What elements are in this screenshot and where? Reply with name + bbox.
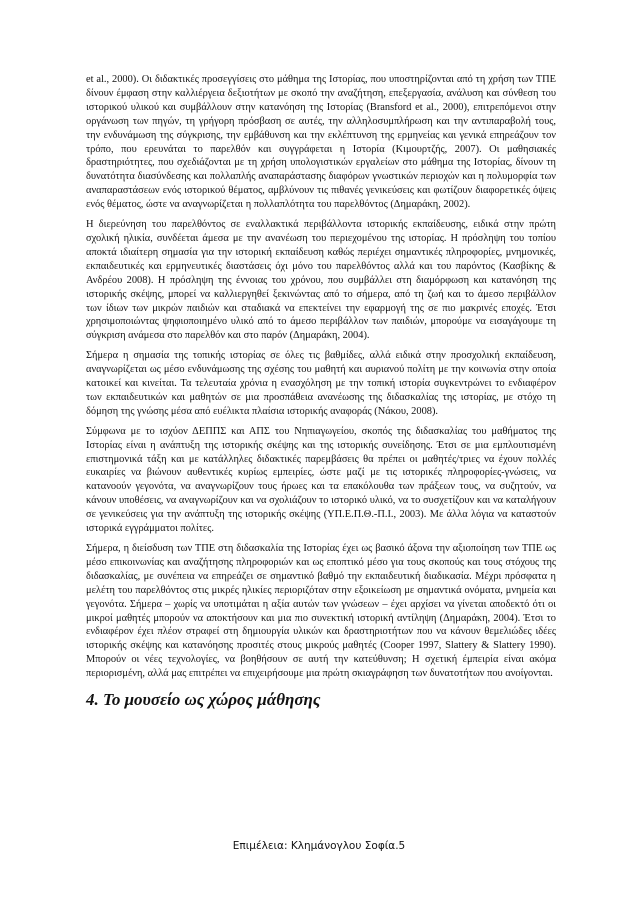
- document-body: [86, 73, 556, 711]
- page-footer: Επιμέλεια: Κλημάνογλου Σοφία.5: [232, 840, 406, 852]
- body-paragraph-5: Σήμερα, η διείσδυση των ΤΠΕ στη διδασκαλία της Ιστορίας έχει ως βασικό άξονα την αξιοποίηση των ΤΠΕ ως μέσο επικοινωνίας και αναζήτησης πληροφοριών και ως εποπτικό μέσο για τους σκοπούς και τους στόχους της διδασκαλίας, με συνέπεια να επηρεάζει σε σημαντικό βαθμό την εκπαιδευτική διαδικασία. Μέχρι πρόσφατα η μελέτη του παρελθόντος στις μικρές ηλικίες περιοριζόταν στην εξοικείωση με σημαντικά ονόματα, μνημεία και γεγονότα. Σήμερα – χωρίς να υποτιμάται η αξία αυτών των γνώσεων – έχει αρχίσει να γίνεται αποδεκτό ότι οι μικροί μαθητές μπορούν να αποκτήσουν και μια πιο συνεκτική ιστορική αντίληψη (Δημαράκη, 2004). Έτσι το ενδιαφέρον έχει πλέον στραφεί στη δημιουργία υλικών και δραστηριοτήτων που να κάνουν θεμελιώδες ιδέες ιστορικής σκέψης και κατανόησης προσιτές στους μικρούς μαθητές (Cooper 1997, Slattery & Slattery 1990). Μπορούν οι νέες τεχνολογίες, να βοηθήσουν σε αυτή την κατεύθυνση; Η σχετική έμπειρία είναι ακόμα περιορισμένη, αλλά μας επιτρέπει να επιχειρήσουμε μια πρώτη σκιαγράφηση των δυνατοτήτων που ανοίγονται.: [86, 543, 556, 680]
- body-paragraph-2: Η διερεύνηση του παρελθόντος σε εναλλακτικά περιβάλλοντα ιστορικής εκπαίδευσης, ειδικά στην πρώτη σχολική ηλικία, συνδέεται άμεσα με την ανανέωση του περιεχομένου της ιστορίας. Η πρόσληψη του τοπίου αποκτά ιδιαίτερη σημασία για την ιστορική εκπαίδευση καθώς περιέχει σημαντικές πληροφορίες, μνημονικές, εκπαιδευτικές και ερμηνευτικές διαστάσεις όχι μόνο του παρελθόντος αλλά και του παρόντος (Κασβίκης & Ανδρέου 2008). Η πρόσληψη της έννοιας του χρόνου, που συμβάλλει στη διαμόρφωση και κατανόηση της ιστορικής σκέψης, μπορεί να καλλιεργηθεί ξεκινώντας από το σήμερα, από τη ζωή και το άμεσο περιβάλλον των ίδιων των μικρών παιδιών και σταδιακά να επεκτείνει την εφαρμογή της σε πιο μακρινές εποχές. Έτσι χρησιμοποιώντας ψηφιοποιημένο υλικό από το άμεσο περιβάλλον των παιδιών, μπορούμε να εισαγάγουμε τη σύγκριση ανάμεσα στο παρελθόν και στο παρόν (Δημαράκη, 2004).: [86, 219, 556, 342]
- body-paragraph-4: Σύμφωνα με το ισχύον ΔΕΠΠΣ και ΑΠΣ του Νηπιαγωγείου, σκοπός της διδασκαλίας του μαθήματος της Ιστορίας είναι η ανάπτυξη της ιστορικής σκέψης και της ιστορικής συνείδησης. Έτσι σε μια εμπλουτισμένη επιστημονικά τάξη και με κατάλληλες διδακτικές παρεμβάσεις θα πρέπει οι μαθητές/τριες να έχουν πολλές ευκαιρίες να βιώνουν αυθεντικές κυρίως εμπειρίες, ώστε μαζί με τις ιστορικές πληροφορίες-γνώσεις, να κατανοούν γεγονότα, να αναγνωρίζουν τους ήρωες και τα επακόλουθα των πράξεων τους, να συζητούν, να κάνουν υποθέσεις, να αναγνωρίζουν και να σχολιάζουν το ιστορικό υλικό, να το συσχετίζουν και να καταλήγουν σε γενικεύσεις για την ανάπτυξη της ιστορικής σκέψης (ΥΠ.Ε.Π.Θ.-Π.Ι., 2003). Με άλλα λόγια να καταστούν ιστορικά εγγράμματοι πολίτες.: [86, 425, 556, 535]
- body-paragraph-1: et al., 2000). Οι διδακτικές προσεγγίσεις στο μάθημα της Ιστορίας, που υποστηρίζονται από τη χρήση των ΤΠΕ δίνουν έμφαση στην καλλιέργεια δεξιοτήτων με σκοπό την αναζήτηση, επεξεργασία, ανάλυση και σύνθεση του ιστορικού υλικού και συμβάλλουν στην κατανόηση της Ιστορίας (Bransford et al., 2000), επιτρεπόμενοι στην οργάνωση των πηγών, τη γρήγορη πρόσβαση σε αυτές, την αλληλοσυμπλήρωση και την αντιπαραβολή τους, την ενδυνάμωση της σύγκρισης, την εμβάθυνση και την εκλέπτυνση της ερμηνείας και γενικά επηρεάζουν τον τρόπο, που ερευνάται το παρελθόν και συγγράφεται η Ιστορία (Κιμουρτζής, 2007). Οι μαθησιακές δραστηριότητες, που σχεδιάζονται με τη χρήση υπολογιστικών εργαλείων στο μάθημα της Ιστορίας, δίνουν τη δυνατότητα διασύνδεσης και πολλαπλής αναπαράστασης διαφόρων γνωστικών περιοχών και η πολυμορφία των αναπαραστάσεων ενός ιστορικού θέματος, αμβλύνουν τις πιθανές γενικεύσεις και φωτίζουν διαφορετικές όψεις ενός θέματος, ώστε να αναγνωρίζεται η πολλαπλότητα του παρελθόντος (Δημαράκη, 2002).: [86, 74, 556, 211]
- section-heading: 4. Το μουσείο ως χώρος μάθησης: [86, 690, 321, 710]
- body-paragraph-3: Σήμερα η σημασία της τοπικής ιστορίας σε όλες τις βαθμίδες, αλλά ειδικά στην προσχολική εκπαίδευση, αναγνωρίζεται ως μέσο ενδυνάμωσης της σχέσης του μαθητή και αυριανού πολίτη με την κοινωνία στην οποία κατοικεί και κινείται. Τα τελευταία χρόνια η ενασχόληση με την τοπική ιστορία συγκεντρώνει το ενδιαφέρον των εκπαιδευτικών και μαθητών σε μια προσπάθεια ανανέωσης της διδασκαλίας της ιστορίας, με στόχο τη δόμηση της γνώσης μέσα από ευέλικτα πλαίσια ιστορικής αναφοράς (Νάκου, 2008).: [86, 350, 556, 417]
